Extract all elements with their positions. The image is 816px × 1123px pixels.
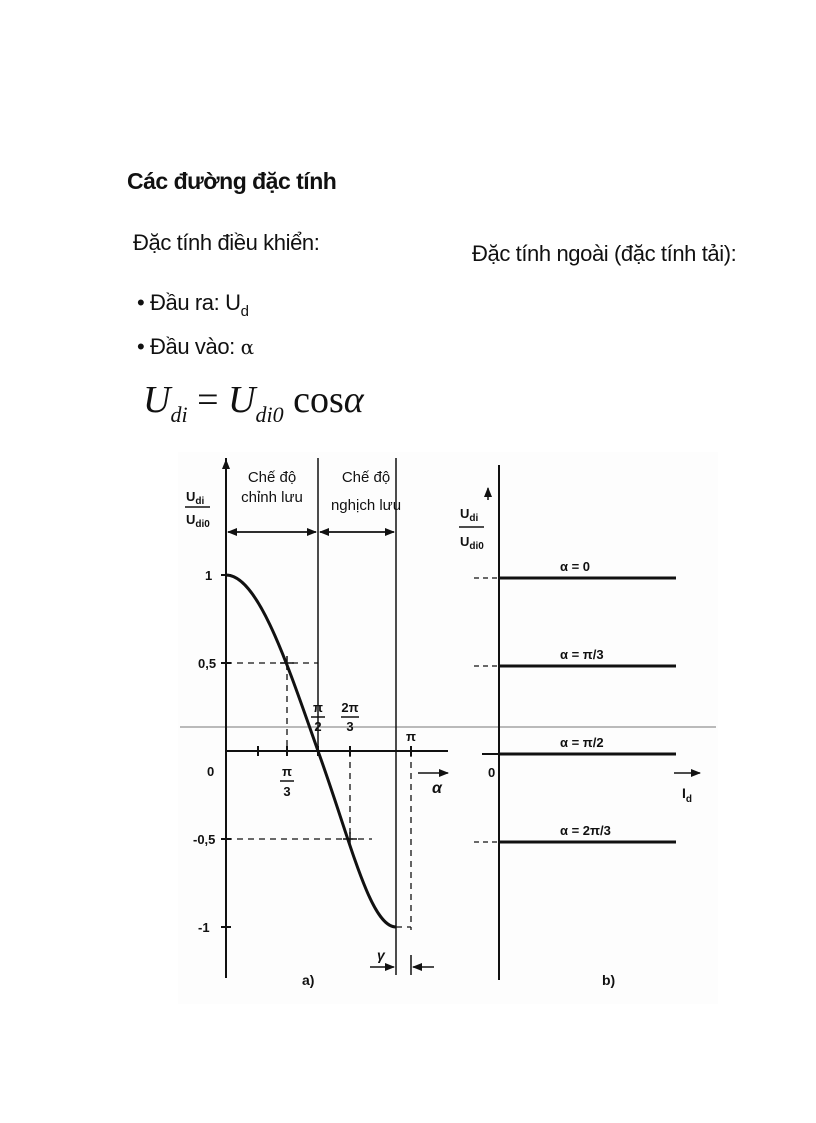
a-x-axis-label: α — [432, 780, 442, 797]
formula-rhs: U — [228, 379, 256, 421]
a-xtick-pi3-den: 3 — [283, 784, 291, 799]
formula-arg: α — [343, 379, 364, 421]
a-ytick-label-1: 1 — [205, 568, 213, 583]
formula-func: cos — [283, 379, 344, 421]
figure-panel — [178, 452, 718, 1004]
input-label: • Đầu vào: — [137, 334, 241, 359]
formula-lhs-sub: di — [170, 402, 188, 427]
a-xtick-pi2-den: 2 — [314, 719, 322, 734]
formula-rhs-sub: di0 — [255, 402, 284, 427]
b-load-line-label-3: α = 2π/3 — [560, 823, 611, 838]
a-mode-inverter-line1: Chế độ — [341, 469, 391, 486]
a-caption: a) — [302, 972, 315, 988]
a-y-label-num: $U_{di}$ — [186, 489, 205, 507]
control-characteristic-heading: Đặc tính điều khiển: — [133, 230, 320, 255]
a-xtick-pi-label: π — [406, 729, 416, 744]
output-label: • Đầu ra: U — [137, 290, 241, 315]
page-title: Các đường đặc tính — [127, 168, 337, 194]
b-caption: b) — [602, 972, 616, 988]
b-y-label-num: $U_{di}$ — [460, 506, 479, 524]
a-mode-rectifier-line2: chỉnh lưu — [241, 489, 303, 506]
formula-eq: = — [187, 379, 229, 421]
input-symbol: α — [240, 335, 254, 359]
a-y-label-den: $U_{di0}$ — [186, 512, 210, 530]
b-load-line-label-2: α = π/2 — [560, 735, 604, 750]
a-mode-inverter-line2: nghịch lưu — [330, 497, 402, 514]
external-characteristic-heading: Đặc tính ngoài (đặc tính tải): — [472, 241, 737, 266]
b-x-axis-label: $I_d$ — [682, 785, 692, 805]
b-load-line-label-1: α = π/3 — [560, 647, 604, 662]
formula-lhs: U — [143, 379, 171, 421]
a-ytick-label-0: 0 — [207, 764, 215, 779]
output-subscript: d — [240, 303, 249, 320]
b-load-line-label-0: α = 0 — [560, 559, 591, 574]
a-mode-rectifier-line1: Chế độ — [247, 469, 297, 486]
b-origin-label: 0 — [488, 765, 496, 780]
a-xtick-pi3-num: π — [282, 764, 292, 779]
a-xtick-2pi3-den: 3 — [346, 719, 354, 734]
a-xtick-pi2-num: π — [313, 700, 323, 715]
a-xtick-2pi3-num: 2π — [341, 700, 359, 715]
a-ytick-label-neg-1: -1 — [198, 920, 210, 935]
a-gamma-label: γ — [377, 947, 385, 963]
b-y-label-den: $U_{di0}$ — [460, 534, 484, 552]
a-ytick-label-0-5: 0,5 — [198, 656, 217, 671]
a-ytick-label-neg-0-5: -0,5 — [193, 832, 216, 847]
